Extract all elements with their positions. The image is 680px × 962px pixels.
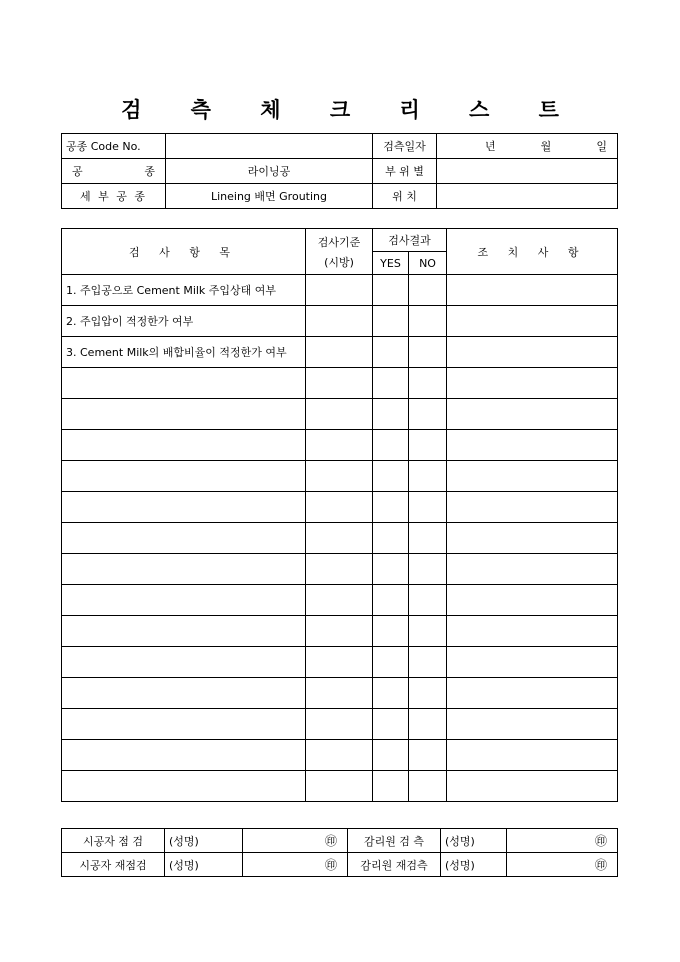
checklist-no-cell[interactable] <box>409 306 447 337</box>
checklist-item-text <box>62 709 306 740</box>
checklist-yes-cell[interactable] <box>373 647 409 678</box>
detail-value[interactable]: Lineing 배면 Grouting <box>166 184 373 209</box>
contractor-recheck-name[interactable]: (성명) <box>165 853 243 877</box>
checklist-yes-cell[interactable] <box>373 616 409 647</box>
supervisor-check-seal: ㊞ <box>507 829 618 853</box>
contractor-check-label: 시공자 점 검 <box>62 829 165 853</box>
checklist-action-cell[interactable] <box>447 554 618 585</box>
header-item: 검 사 항 목 <box>62 229 306 275</box>
detail-label: 세 부 공 종 <box>62 184 166 209</box>
checklist-standard-cell[interactable] <box>306 585 373 616</box>
checklist-standard-cell[interactable] <box>306 306 373 337</box>
checklist-item-text <box>62 492 306 523</box>
contractor-recheck-label: 시공자 재점검 <box>62 853 165 877</box>
info-row-detail <box>62 184 618 209</box>
supervisor-check-name[interactable]: (성명) <box>441 829 507 853</box>
checklist-yes-cell[interactable] <box>373 554 409 585</box>
checklist-standard-cell[interactable] <box>306 616 373 647</box>
checklist-yes-cell[interactable] <box>373 306 409 337</box>
checklist-no-cell[interactable] <box>409 430 447 461</box>
checklist-action-cell[interactable] <box>447 616 618 647</box>
checklist-no-cell[interactable] <box>409 275 447 306</box>
checklist-standard-cell[interactable] <box>306 709 373 740</box>
info-row-work <box>62 159 618 184</box>
checklist-standard-cell[interactable] <box>306 461 373 492</box>
checklist-yes-cell[interactable] <box>373 399 409 430</box>
checklist-no-cell[interactable] <box>409 678 447 709</box>
checklist-no-cell[interactable] <box>409 399 447 430</box>
checklist-item-text <box>62 771 306 802</box>
header-standard-line1: 검사기준 <box>317 235 361 249</box>
checklist-standard-cell[interactable] <box>306 399 373 430</box>
checklist-action-cell[interactable] <box>447 461 618 492</box>
code-label: 공종 Code No. <box>62 134 166 159</box>
checklist-yes-cell[interactable] <box>373 368 409 399</box>
checklist-item-text <box>62 616 306 647</box>
checklist-action-cell[interactable] <box>447 399 618 430</box>
checklist-row <box>62 616 618 647</box>
checklist-standard-cell[interactable] <box>306 368 373 399</box>
supervisor-recheck-name[interactable]: (성명) <box>441 853 507 877</box>
work-label: 공 종 <box>62 159 166 184</box>
checklist-row <box>62 337 618 368</box>
date-value[interactable] <box>437 134 618 159</box>
checklist-standard-cell[interactable] <box>306 771 373 802</box>
header-no: NO <box>409 252 447 275</box>
checklist-standard-cell[interactable] <box>306 647 373 678</box>
checklist-yes-cell[interactable] <box>373 585 409 616</box>
date-month: 월 <box>540 140 552 153</box>
info-table <box>61 133 618 209</box>
checklist-action-cell[interactable] <box>447 585 618 616</box>
checklist-standard-cell[interactable] <box>306 492 373 523</box>
location-value[interactable] <box>437 159 618 184</box>
page-title: 검 측 체 크 리 스 트 <box>121 97 580 122</box>
checklist-no-cell[interactable] <box>409 771 447 802</box>
checklist-no-cell[interactable] <box>409 461 447 492</box>
checklist-row <box>62 771 618 802</box>
checklist-yes-cell[interactable] <box>373 461 409 492</box>
checklist-standard-cell[interactable] <box>306 554 373 585</box>
info-row-code <box>62 134 618 159</box>
checklist-yes-cell[interactable] <box>373 523 409 554</box>
checklist-action-cell[interactable] <box>447 678 618 709</box>
checklist-action-cell[interactable] <box>447 306 618 337</box>
checklist-item-text <box>62 368 306 399</box>
checklist-row <box>62 492 618 523</box>
header-yes: YES <box>373 252 409 275</box>
code-value[interactable] <box>166 134 373 159</box>
checklist-row <box>62 275 618 306</box>
checklist-action-cell[interactable] <box>447 740 618 771</box>
header-action: 조 치 사 항 <box>447 229 618 275</box>
checklist-row <box>62 430 618 461</box>
checklist-no-cell[interactable] <box>409 492 447 523</box>
checklist-item-text: 3. Cement Milk의 배합비율이 적정한가 여부 <box>62 337 306 368</box>
checklist-row <box>62 461 618 492</box>
checklist-standard-cell[interactable] <box>306 678 373 709</box>
checklist-no-cell[interactable] <box>409 554 447 585</box>
contractor-check-seal: ㊞ <box>243 829 348 853</box>
position-label: 위 치 <box>373 184 437 209</box>
checklist-yes-cell[interactable] <box>373 709 409 740</box>
checklist-yes-cell[interactable] <box>373 492 409 523</box>
checklist-item-text <box>62 523 306 554</box>
checklist-standard-cell[interactable] <box>306 275 373 306</box>
checklist-row <box>62 678 618 709</box>
date-year: 년 <box>485 140 496 153</box>
checklist-item-text <box>62 554 306 585</box>
checklist-item-text <box>62 430 306 461</box>
checklist-no-cell[interactable] <box>409 740 447 771</box>
checklist-row <box>62 740 618 771</box>
checklist-item-text <box>62 647 306 678</box>
checklist-no-cell[interactable] <box>409 368 447 399</box>
supervisor-check-label: 감리원 검 측 <box>348 829 441 853</box>
checklist-row <box>62 399 618 430</box>
header-standard-line2: (시방) <box>324 255 354 269</box>
checklist-item-text <box>62 678 306 709</box>
header-result: 검사결과 <box>373 229 447 252</box>
checklist-no-cell[interactable] <box>409 523 447 554</box>
checklist-item-text <box>62 740 306 771</box>
checklist-standard-cell[interactable] <box>306 523 373 554</box>
signoff-row-check <box>62 829 618 853</box>
checklist-item-text <box>62 461 306 492</box>
checklist-table <box>61 228 618 802</box>
checklist-action-cell[interactable] <box>447 337 618 368</box>
checklist-row <box>62 368 618 399</box>
checklist-action-cell[interactable] <box>447 709 618 740</box>
checklist-action-cell[interactable] <box>447 275 618 306</box>
checklist-row <box>62 585 618 616</box>
checklist-header-row <box>62 229 618 252</box>
checklist-item-text <box>62 399 306 430</box>
checklist-item-text <box>62 585 306 616</box>
checklist-yes-cell[interactable] <box>373 740 409 771</box>
date-day: 일 <box>596 140 607 153</box>
checklist-standard-cell[interactable] <box>306 740 373 771</box>
location-label: 부 위 별 <box>373 159 437 184</box>
supervisor-recheck-label: 감리원 재검측 <box>348 853 441 877</box>
checklist-yes-cell[interactable] <box>373 430 409 461</box>
header-standard <box>306 229 373 275</box>
checklist-yes-cell[interactable] <box>373 771 409 802</box>
contractor-check-name[interactable]: (성명) <box>165 829 243 853</box>
checklist-row <box>62 523 618 554</box>
checklist-row <box>62 647 618 678</box>
checklist-no-cell[interactable] <box>409 709 447 740</box>
checklist-action-cell[interactable] <box>447 647 618 678</box>
position-value[interactable] <box>437 184 618 209</box>
checklist-item-text: 2. 주입압이 적정한가 여부 <box>62 306 306 337</box>
checklist-standard-cell[interactable] <box>306 430 373 461</box>
checklist-yes-cell[interactable] <box>373 275 409 306</box>
checklist-action-cell[interactable] <box>447 523 618 554</box>
supervisor-recheck-seal: ㊞ <box>507 853 618 877</box>
checklist-action-cell[interactable] <box>447 368 618 399</box>
checklist-yes-cell[interactable] <box>373 337 409 368</box>
checklist-action-cell[interactable] <box>447 430 618 461</box>
contractor-recheck-seal: ㊞ <box>243 853 348 877</box>
checklist-item-text: 1. 주입공으로 Cement Milk 주입상태 여부 <box>62 275 306 306</box>
work-value[interactable]: 라이닝공 <box>166 159 373 184</box>
checklist-standard-cell[interactable] <box>306 337 373 368</box>
checklist-body <box>62 275 618 802</box>
checklist-no-cell[interactable] <box>409 616 447 647</box>
checklist-row <box>62 554 618 585</box>
checklist-action-cell[interactable] <box>447 492 618 523</box>
signoff-table <box>61 828 618 877</box>
checklist-action-cell[interactable] <box>447 771 618 802</box>
date-label: 검측일자 <box>373 134 437 159</box>
signoff-row-recheck <box>62 853 618 877</box>
checklist-no-cell[interactable] <box>409 585 447 616</box>
checklist-row <box>62 709 618 740</box>
checklist-no-cell[interactable] <box>409 647 447 678</box>
checklist-no-cell[interactable] <box>409 337 447 368</box>
checklist-yes-cell[interactable] <box>373 678 409 709</box>
checklist-row <box>62 306 618 337</box>
